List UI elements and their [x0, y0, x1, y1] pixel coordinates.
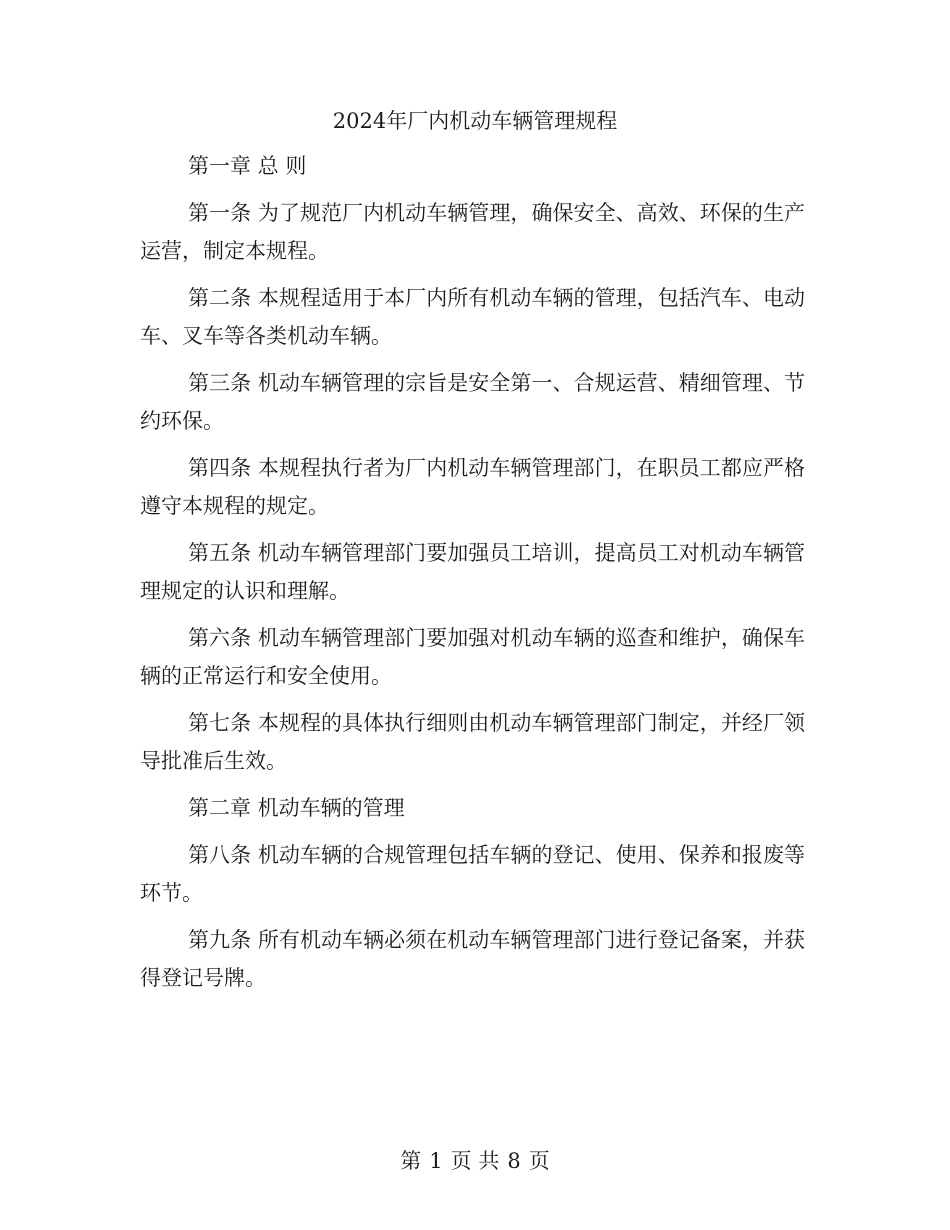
- article-6: 第六条 机动车辆管理部门要加强对机动车辆的巡查和维护，确保车辆的正常运行和安全使用。: [140, 626, 805, 688]
- footer-page-number: 1: [429, 1149, 443, 1173]
- footer-middle: 页 共: [450, 1149, 500, 1173]
- article-8: 第八条 机动车辆的合规管理包括车辆的登记、使用、保养和报废等环节。: [140, 843, 805, 905]
- article-3: 第三条 机动车辆管理的宗旨是安全第一、合规运营、精细管理、节约环保。: [140, 371, 805, 433]
- article-5: 第五条 机动车辆管理部门要加强员工培训，提高员工对机动车辆管理规定的认识和理解。: [140, 541, 805, 603]
- article-2: 第二条 本规程适用于本厂内所有机动车辆的管理，包括汽车、电动车、叉车等各类机动车辆。: [140, 286, 805, 348]
- chapter-heading-2: 第二章 机动车辆的管理: [188, 796, 405, 820]
- article-4: 第四条 本规程执行者为厂内机动车辆管理部门，在职员工都应严格遵守本规程的规定。: [140, 456, 805, 518]
- article-1: 第一条 为了规范厂内机动车辆管理，确保安全、高效、环保的生产运营，制定本规程。: [140, 201, 805, 263]
- footer-prefix: 第: [400, 1149, 422, 1173]
- article-7: 第七条 本规程的具体执行细则由机动车辆管理部门制定，并经厂领导批准后生效。: [140, 711, 805, 773]
- footer-total-pages: 8: [507, 1149, 521, 1173]
- article-9: 第九条 所有机动车辆必须在机动车辆管理部门进行登记备案，并获得登记号牌。: [140, 928, 805, 990]
- document-body: [140, 147, 805, 1006]
- document-title: 2024年厂内机动车辆管理规程: [332, 109, 618, 133]
- page-footer: [0, 1146, 950, 1176]
- chapter-heading-1: 第一章 总 则: [188, 154, 307, 178]
- footer-suffix: 页: [528, 1149, 550, 1173]
